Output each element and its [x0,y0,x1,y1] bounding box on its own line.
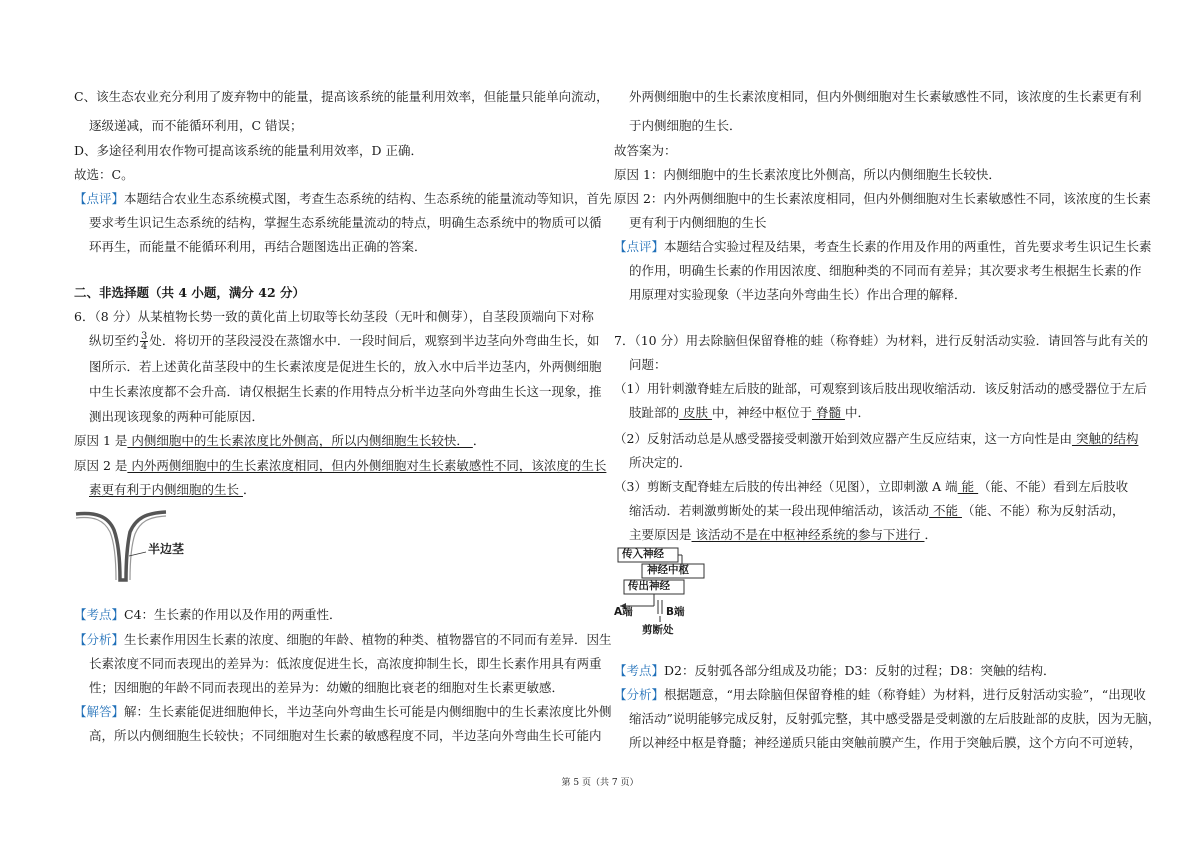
sub3-answer-reason: 该活动不是在中枢神经系统的参与下进行 [691,527,925,542]
q7-sub3-line2 [629,502,1124,520]
sub3-line3-pre: 主要原因是 [629,527,692,542]
half-stem-label: 半边茎 [148,542,185,556]
q6-line2 [89,332,599,351]
solution-label: 【解答】 [74,704,125,719]
analysis-label: 【分析】 [74,632,125,647]
q7-sub3-line1 [614,478,1128,496]
reflex-arc-diagram [614,546,724,642]
fraction [140,332,148,351]
sub1-mid: 中，神经中枢位于 [711,405,812,420]
fraction-numerator: 3 [141,331,148,342]
q7-analysis-label: 【分析】 [614,687,665,702]
a-end-label: A端 [614,606,633,618]
comment2-line2: 的作用，明确生长素的作用因浓度、细胞种类的不同而有差异；其次要求考生根据生长素的作 [629,263,1142,278]
sub3-line2-pre: 缩活动．若刺激剪断处的某一段出现伸缩活动，该活动 [629,503,930,518]
q7-knowledge-point-label: 【考点】 [614,663,665,678]
knowledge-point-text: C4：生长素的作用以及作用的两重性． [124,607,342,622]
sub1-answer-spinal: 脊髓 [811,405,845,420]
q7-sub2-line2: 所决定的． [629,455,692,470]
q6-line2-post: 处．将切开的茎段浸没在蒸馏水中．一段时间后，观察到半边茎向外弯曲生长，如 [149,333,600,348]
comment2-label: 【点评】 [614,239,665,254]
b-end-label: B端 [666,606,685,618]
solution-cont-line2: 于内侧细胞的生长． [629,118,742,133]
cut-point-label: 剪断处 [642,624,674,636]
comment2-line1 [614,238,1152,256]
answer-reason1: 原因 1：内侧细胞中的生长素浓度比外侧高，所以内侧细胞生长较快． [614,167,1001,182]
answer-line: 故选：C。 [74,167,134,182]
reason2-answer2: 素更有利于内侧细胞的生长 [89,482,243,497]
comment2-text1: 本题结合实验过程及结果，考查生长素的作用及作用的两重性，首先要求考生识记生长素 [664,239,1152,254]
comment-text1: 本题结合农业生态系统模式图，考查生态系统的结构、生态系统的能量流动等知识，首先 [124,191,612,206]
q6-line5: 测出现该现象的两种可能原因． [89,409,265,424]
q7-analysis-text1: 根据题意，“用去除脑但保留脊椎的蛙（称脊蛙）为材料，进行反射活动实验”，“出现收 [664,687,1146,702]
analysis-text1: 生长素作用因生长素的浓度、细胞的年龄、植物的种类、植物器官的不同而有差异．因生 [124,632,612,647]
q7-analysis-line2: 缩活动”说明能够完成反射，反射弧完整，其中感受器是受刺激的左后肢趾部的皮肤，因为无脑， [629,711,1161,726]
option-d-line: D、多途径利用农作物可提高该系统的能量利用效率，D 正确． [74,143,424,158]
analysis-line1 [74,631,612,649]
q6-line4: 中生长素浓度都不会升高．请仅根据生长素的作用特点分析半边茎向外弯曲生长这一现象，推 [89,384,602,399]
comment-label: 【点评】 [74,191,125,206]
q6-line1: 6．（8 分）从某植物长势一致的黄化苗上切取等长幼茎段（无叶和侧芽），自茎段顶端向下对称 [74,309,594,324]
reason2-prefix: 原因 2 是 [74,458,128,473]
knowledge-point-label: 【考点】 [74,607,125,622]
solution-text1: 解：生长素能促进细胞伸长，半边茎向外弯曲生长可能是内侧细胞中的生长素浓度比外侧 [124,704,612,719]
knowledge-point-line [74,606,342,624]
option-c-line2: 逐级递减，而不能循环利用，C 错误； [89,118,303,133]
q7-sub2-line1 [614,430,1138,448]
efferent-nerve-label: 传出神经 [628,580,670,592]
sub2-answer: 突触的结构 [1071,431,1139,446]
sub3-line3-post: ． [924,527,937,542]
sub3-line2-post: （能、不能）称为反射活动， [961,503,1125,518]
q6-line3: 图所示．若上述黄化苗茎段中的生长素浓度是促进生长的，放入水中后半边茎内，外两侧细胞 [89,359,602,374]
q7-analysis-line3: 所以神经中枢是脊髓；神经递质只能由突触前膜产生，作用于突触后膜，这个方向不可逆转， [629,735,1142,750]
q7-knowledge-point-line [614,662,1055,680]
reason1-prefix: 原因 1 是 [74,433,128,448]
fraction-denominator: 4 [141,341,148,352]
sub3-answer-can: 能 [957,479,979,494]
sub2-pre: （2）反射活动总是从感受器接受刺激开始到效应器产生反应结束，这一方向性是由 [614,431,1072,446]
analysis-line2: 长素浓度不同而表现出的差异为：低浓度促进生长，高浓度抑制生长，即生长素作用具有两重 [89,656,602,671]
solution-cont-line1: 外两侧细胞中的生长素浓度相同，但内外侧细胞对生长素敏感性不同，该浓度的生长素更有利 [629,89,1142,104]
reason1-suffix: ． [472,433,486,448]
analysis-line3: 性；因细胞的年龄不同而表现出的差异为：幼嫩的细胞比衰老的细胞对生长素更敏感． [89,680,565,695]
reason2-line2 [89,481,256,499]
comment-line2: 要求考生识记生态系统的结构，掌握生态系统能量流动的特点，明确生态系统中的物质可以循 [89,215,602,230]
comment-line3: 环再生，而能量不能循环利用，再结合题图选出正确的答案． [89,239,427,254]
answers-heading: 故答案为： [614,143,677,158]
comment2-line3: 用原理对实验现象（半边茎向外弯曲生长）作出合理的解释． [629,287,967,302]
reason2-line1 [74,457,606,475]
page-footer: 第 5 页（共 7 页） [561,778,639,788]
afferent-nerve-label: 传入神经 [622,548,664,560]
comment-line1 [74,190,612,208]
reason1-line [74,432,485,450]
sub3-post: （能、不能）看到左后肢收 [978,479,1129,494]
q7-knowledge-point-text: D2：反射弧各部分组成及功能；D3：反射的过程；D8：突触的结构． [664,663,1056,678]
solution-line1 [74,703,612,721]
q6-line2-pre: 纵切至约 [89,333,140,348]
reason2-answer1: 内外两侧细胞中的生长素浓度相同，但内外侧细胞对生长素敏感性不同，该浓度的生长 [127,458,607,473]
q7-analysis-line1 [614,686,1146,704]
answer-reason2-line1: 原因 2：内外两侧细胞中的生长素浓度相同，但内外侧细胞对生长素敏感性不同，该浓度的生长素 [614,191,1151,206]
q7-line1: 7．（10 分）用去除脑但保留脊椎的蛙（称脊蛙）为材料，进行反射活动实验．请回答与此有关的 [614,333,1149,348]
sub3-pre: （3）剪断支配脊蛙左后肢的传出神经（见图），立即刺激 A 端 [614,479,958,494]
half-stem-figure [74,508,234,586]
q7-sub1-line2 [629,404,870,422]
reason2-suffix: ． [242,482,256,497]
q7-sub1-line1: （1）用针刺激脊蛙左后肢的趾部，可观察到该后肢出现收缩活动．该反射活动的感受器位于左后 [614,381,1147,396]
section-heading: 二、非选择题（共 4 小题，满分 42 分） [74,285,306,300]
reason1-answer: 内侧细胞中的生长素浓度比外侧高，所以内侧细胞生长较快． [127,433,473,448]
sub1-pre: 肢趾部的 [629,405,680,420]
sub1-post: 中． [844,405,870,420]
q7-sub3-line3 [629,526,937,544]
sub1-answer-skin: 皮肤 [679,405,712,420]
answer-reason2-line2: 更有利于内侧细胞的生长 [629,215,767,230]
solution-line2: 高，所以内侧细胞生长较快；不同细胞对生长素的敏感程度不同，半边茎向外弯曲生长可能内 [89,728,602,743]
sub3-answer-cannot: 不能 [929,503,962,518]
q7-line2: 问题： [629,357,667,372]
nerve-center-label: 神经中枢 [647,564,689,576]
option-c-line1: C、该生态农业充分利用了废弃物中的能量，提高该系统的能量利用效率，但能量只能单向流动， [74,89,609,104]
